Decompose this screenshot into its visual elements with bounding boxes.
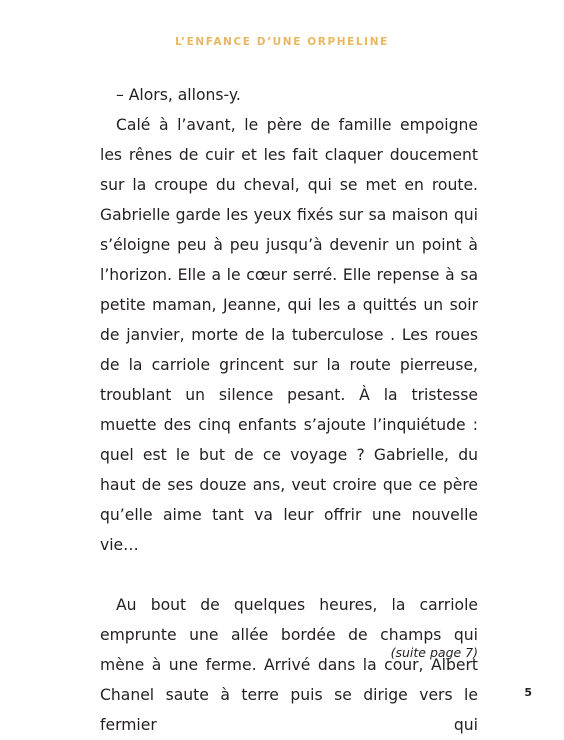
paragraph-arrival: Au bout de quelques heures, la carriole emprunte une allée bordée de champs qui mène à une ferme. Arrivé dans la cour, Albert Chanel saute à terre puis se dirige vers le fermier qui: [100, 596, 478, 734]
body-text: [100, 80, 478, 740]
paragraph-departure: Calé à l’avant, le père de famille empoigne les rênes de cuir et les fait claquer doucement sur la croupe du cheval, qui se met en route. Gabrielle garde les yeux fixés sur sa maison qui s’éloigne peu à peu jusqu’à devenir un point à l’horizon. Elle a le cœur serré. Elle repense à sa petite maman, Jeanne, qui les a quittés un soir de janvier, morte de la tuberculose . Les roues de la carriole grincent sur la route pierreuse, troublant un silence pesant. À la tristesse muette des cinq enfants s’ajoute l’inquiétude : quel est le but de ce voyage ? Gabrielle, du haut de ses douze ans, veut croire que ce père qu’elle aime tant va leur offrir une nouvelle vie…: [100, 116, 478, 554]
page-number: 5: [524, 686, 532, 699]
continuation-note: (suite page 7): [390, 645, 478, 660]
paragraph-dialogue: – Alors, allons-y.: [116, 86, 241, 104]
running-header-title: L’ENFANCE D’UNE ORPHELINE: [175, 36, 389, 48]
